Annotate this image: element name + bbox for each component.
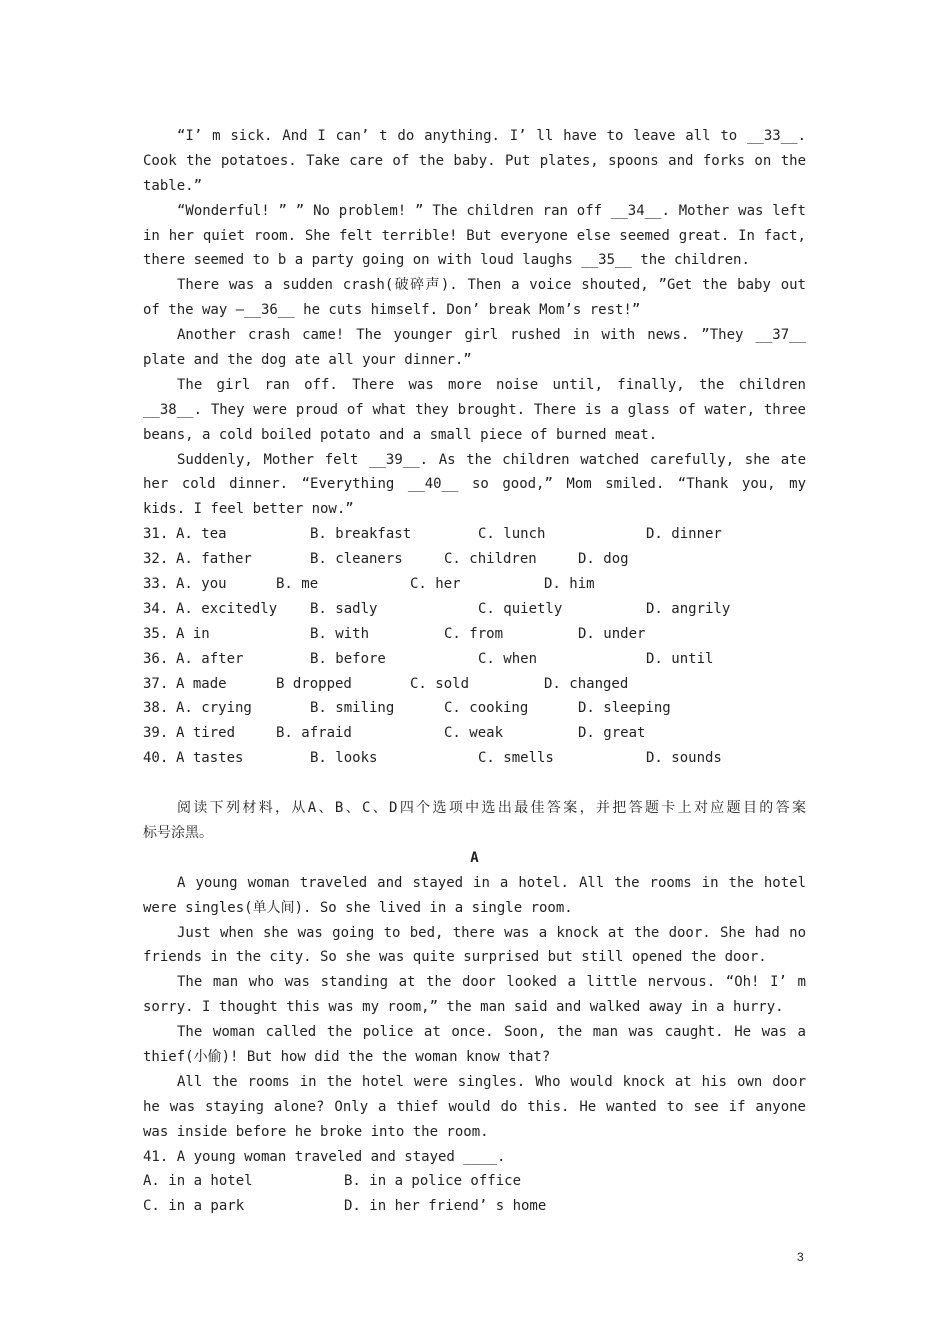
option-d[interactable]: D. sleeping [578,700,671,717]
option-d[interactable]: D. sounds [646,750,722,767]
option-b[interactable]: B. cleaners [310,551,403,568]
option-c[interactable]: C. weak [444,725,504,742]
passage-line: were singles(单人间). So she lived in a single room. [143,899,573,916]
option-d[interactable]: D. him [544,576,595,593]
passage-line: Just when she was going to bed, there was a knock at the door. She had no [177,924,806,941]
cloze-options [143,522,806,771]
section-instruction: 阅读下列材料，从A、B、C、D四个选项中选出最佳答案，并把答题卡上对应题目的答案 [177,800,806,817]
passage-line: her cold dinner. “Everything __40__ so good,” Mom smiled. “Thank you, my [143,476,806,493]
exam-page [143,124,806,1219]
option-c[interactable]: C. when [478,650,538,667]
option-d[interactable]: D. in her friend’ s home [344,1198,547,1215]
option-b[interactable]: B. me [276,576,319,593]
question-row [143,1169,806,1194]
question-row [143,522,806,547]
passage-line: friends in the city. So she was quite surprised but still opened the door. [143,949,767,966]
option-d[interactable]: D. changed [544,675,629,692]
question-number: 38. [143,700,169,717]
option-d[interactable]: D. great [578,725,646,742]
question-stem: 41. A young woman traveled and stayed ____. [143,1148,506,1165]
option-c[interactable]: C. smells [478,750,554,767]
option-d[interactable]: D. until [646,650,714,667]
passage-line: Cook the potatoes. Take care of the baby. Put plates, spoons and forks on the [143,152,806,169]
question-number: 33. [143,576,169,593]
option-d[interactable]: D. under [578,625,646,642]
passage-line: “I’ m sick. And I can’ t do anything. I’ ll have to leave all to __33__. [177,128,806,144]
option-a[interactable]: A. in a hotel [143,1173,253,1190]
option-a[interactable]: A. excitedly [176,600,278,617]
passage-line: in her quiet room. She felt terrible! But everyone else seemed great. In fact, [143,227,806,244]
passage-line: “Wonderful! ” ” No problem! ” The children ran off __34__. Mother was left [177,202,806,219]
passage-line: sorry. I thought this was my room,” the man said and walked away in a hurry. [143,999,784,1016]
question-row [143,597,806,622]
option-d[interactable]: D. dinner [646,526,722,543]
option-b[interactable]: B. looks [310,750,378,767]
option-c[interactable]: C. her [410,576,461,593]
question-number: 35. [143,625,169,642]
passage-line: he was staying alone? Only a thief would do this. He wanted to see if anyone [143,1098,806,1115]
option-d[interactable]: D. angrily [646,600,731,617]
option-b[interactable]: B. afraid [276,725,352,742]
option-c[interactable]: C. from [444,625,504,642]
passage-line: All the rooms in the hotel were singles. Who would knock at his own door [177,1073,806,1090]
question-number: 39. [143,725,169,742]
passage-line: There was a sudden crash(破碎声). Then a voice shouted, ”Get the baby out [177,277,806,294]
cloze-passage [143,124,806,522]
question-number: 32. [143,551,169,568]
passage-line: plate and the dog ate all your dinner.” [143,352,472,369]
question-row [143,572,806,597]
option-b[interactable]: B. in a police office [344,1173,522,1190]
option-b[interactable]: B. with [310,625,370,642]
section-heading [143,771,806,796]
passage-line: The girl ran off. There was more noise until, finally, the children [177,376,806,393]
passage-line: A young woman traveled and stayed in a hotel. All the rooms in the hotel [177,874,806,891]
question-number: 40. [143,750,169,767]
passage-line: table.” [143,177,203,194]
passage-line: thief(小偷)! But how did the the woman know that? [143,1048,551,1065]
option-c[interactable]: C. quietly [478,600,563,617]
passage-line: __38__. They were proud of what they brought. There is a glass of water, three [143,401,806,418]
passage-line: Another crash came! The younger girl rushed in with news. ”They __37__ [177,327,806,344]
passage-line: The man who was standing at the door looked a little nervous. “Oh! I’ m [177,974,806,991]
section-instruction: 标号涂黑。 [143,824,213,841]
option-b[interactable]: B. breakfast [310,526,412,543]
option-b[interactable]: B. smiling [310,700,395,717]
option-a[interactable]: A. after [176,650,244,667]
passage-line: kids. I feel better now.” [143,501,354,518]
question-row [143,721,806,746]
reading-passage-a [143,871,806,1145]
question-row [143,1194,806,1219]
option-a[interactable]: A made [176,675,227,692]
option-c[interactable]: C. cooking [444,700,529,717]
passage-line: of the way —__36__ he cuts himself. Don’ break Mom’s rest!” [143,302,641,319]
question-number: 36. [143,650,169,667]
question-number: 37. [143,675,169,692]
option-d[interactable]: D. dog [578,551,629,568]
passage-line: there seemed to b a party going on with loud laughs __35__ the children. [143,252,750,269]
question-row [143,746,806,771]
option-a[interactable]: A tastes [176,750,244,767]
passage-line: was inside before he broke into the room. [143,1123,489,1140]
question-row [143,647,806,672]
option-b[interactable]: B. sadly [310,600,378,617]
part-label: A [470,849,479,866]
option-a[interactable]: A. you [176,576,227,593]
question-number: 31. [143,526,169,543]
option-c[interactable]: C. children [444,551,537,568]
option-b[interactable]: B. before [310,650,386,667]
option-c[interactable]: C. in a park [143,1198,245,1215]
question-number: 34. [143,600,169,617]
option-a[interactable]: A. father [176,551,252,568]
question-row [143,547,806,572]
option-c[interactable]: C. sold [410,675,470,692]
option-a[interactable]: A. tea [176,526,227,543]
passage-line: beans, a cold boiled potato and a small piece of burned meat. [143,426,658,443]
option-a[interactable]: A tired [176,725,236,742]
question-row [143,622,806,647]
passage-line: Suddenly, Mother felt __39__. As the children watched carefully, she ate [177,451,806,468]
question-row [143,672,806,697]
question-41 [143,1145,806,1220]
option-c[interactable]: C. lunch [478,526,546,543]
option-b[interactable]: B dropped [276,675,352,692]
option-a[interactable]: A in [176,625,210,642]
question-row [143,696,806,721]
passage-line: The woman called the police at once. Soon, the man was caught. He was a [177,1024,806,1041]
option-a[interactable]: A. crying [176,700,252,717]
page-number: 3 [797,1250,804,1264]
